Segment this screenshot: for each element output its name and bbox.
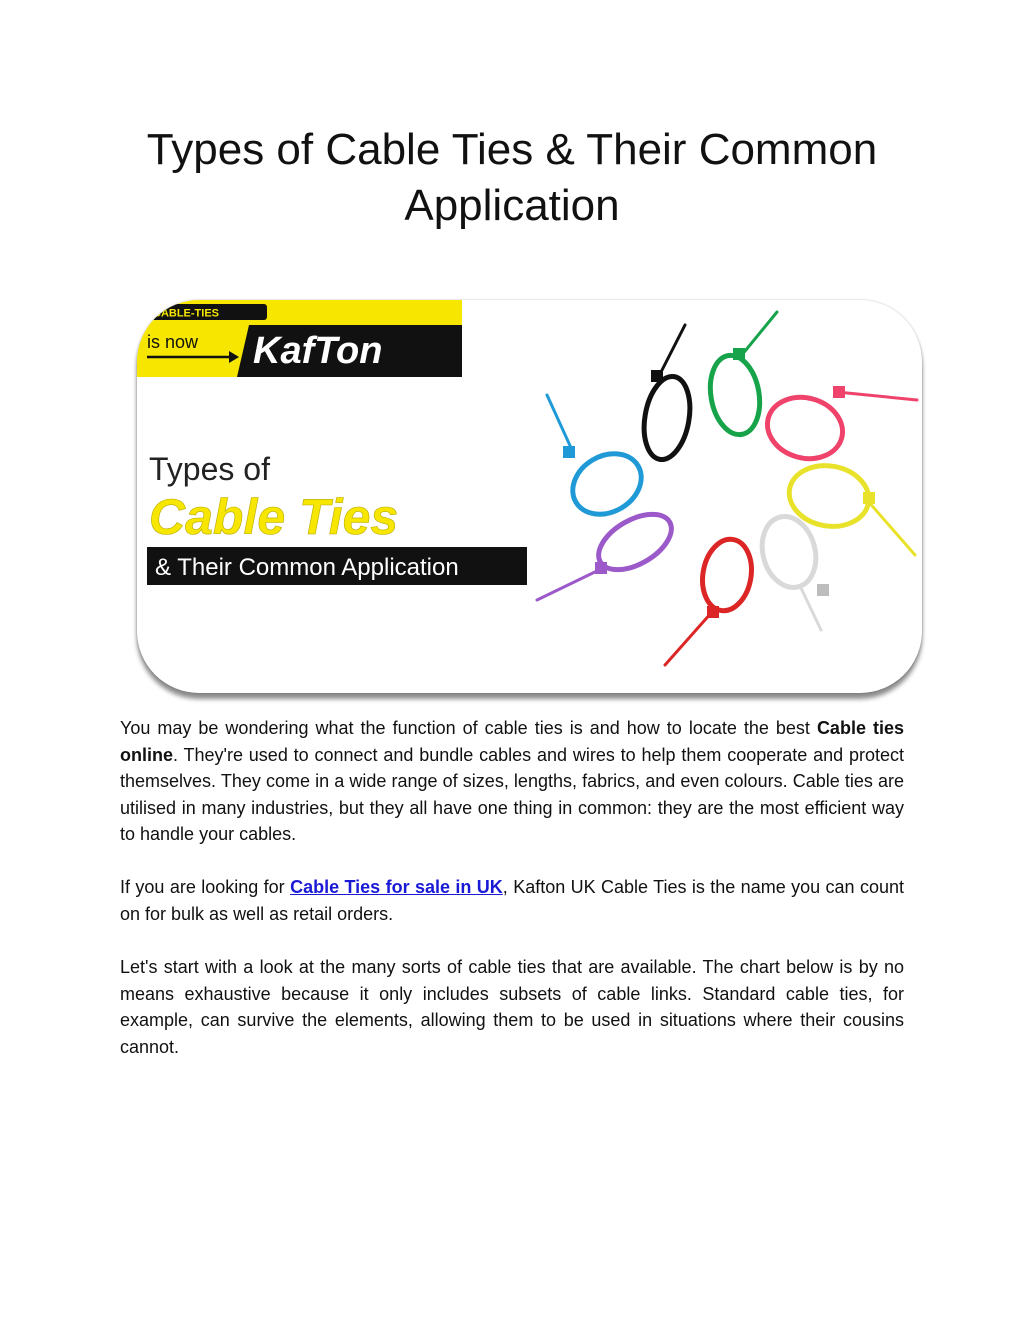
pink-cable-tie — [761, 386, 917, 467]
brand-transition-label: is now — [147, 332, 199, 352]
banner-heading — [147, 451, 527, 585]
blue-cable-tie — [547, 395, 652, 526]
page-title: Types of Cable Ties & Their Common Application — [146, 125, 878, 230]
intro-bold-phrase: Cable ties online — [120, 718, 904, 765]
brand-header — [137, 300, 462, 377]
banner-heading-line2: Cable Ties — [149, 489, 399, 545]
yellow-cable-tie — [784, 460, 915, 555]
sale-text-start: If you are looking for — [120, 877, 291, 897]
purple-cable-tie — [537, 503, 681, 600]
cable-ties-photo — [537, 312, 917, 665]
white-cable-tie — [755, 510, 829, 630]
sale-paragraph — [120, 874, 904, 927]
black-cable-tie — [638, 325, 696, 463]
cable-ties-sale-link[interactable]: Cable Ties for sale in UK — [290, 877, 503, 897]
banner-heading-line3: & Their Common Application — [155, 554, 459, 581]
types-paragraph: Let's start with a look at the many sorts of cable ties that are available. The chart below is by no means exhaustive because it only includes subsets of cable links. Standard cable ties, for example, can survive the elements, allowing them to be used in situations where their cousins cannot. — [120, 957, 904, 1057]
brand-old-label: CABLE-TIES — [153, 307, 219, 320]
brand-new-logo: KafTon — [253, 330, 383, 372]
banner-heading-line1: Types of — [149, 451, 270, 487]
intro-text-end: . They're used to connect and bundle cables and wires to help them cooperate and protect themselves. They come in a wide range of sizes, lengths, fabrics, and even colours. Cable ties are utilised in many industries, but they all have one thing in common: they are the most efficient way to handle your cables. — [120, 744, 904, 844]
banner-image — [137, 300, 922, 693]
sale-text-end: , Kafton UK Cable Ties is the name you can count on for bulk as well as retail orders. — [120, 877, 904, 924]
intro-text-start: You may be wondering what the function of cable ties is and how to locate the best — [120, 718, 817, 738]
intro-paragraph — [120, 715, 904, 848]
red-cable-tie — [665, 535, 757, 665]
